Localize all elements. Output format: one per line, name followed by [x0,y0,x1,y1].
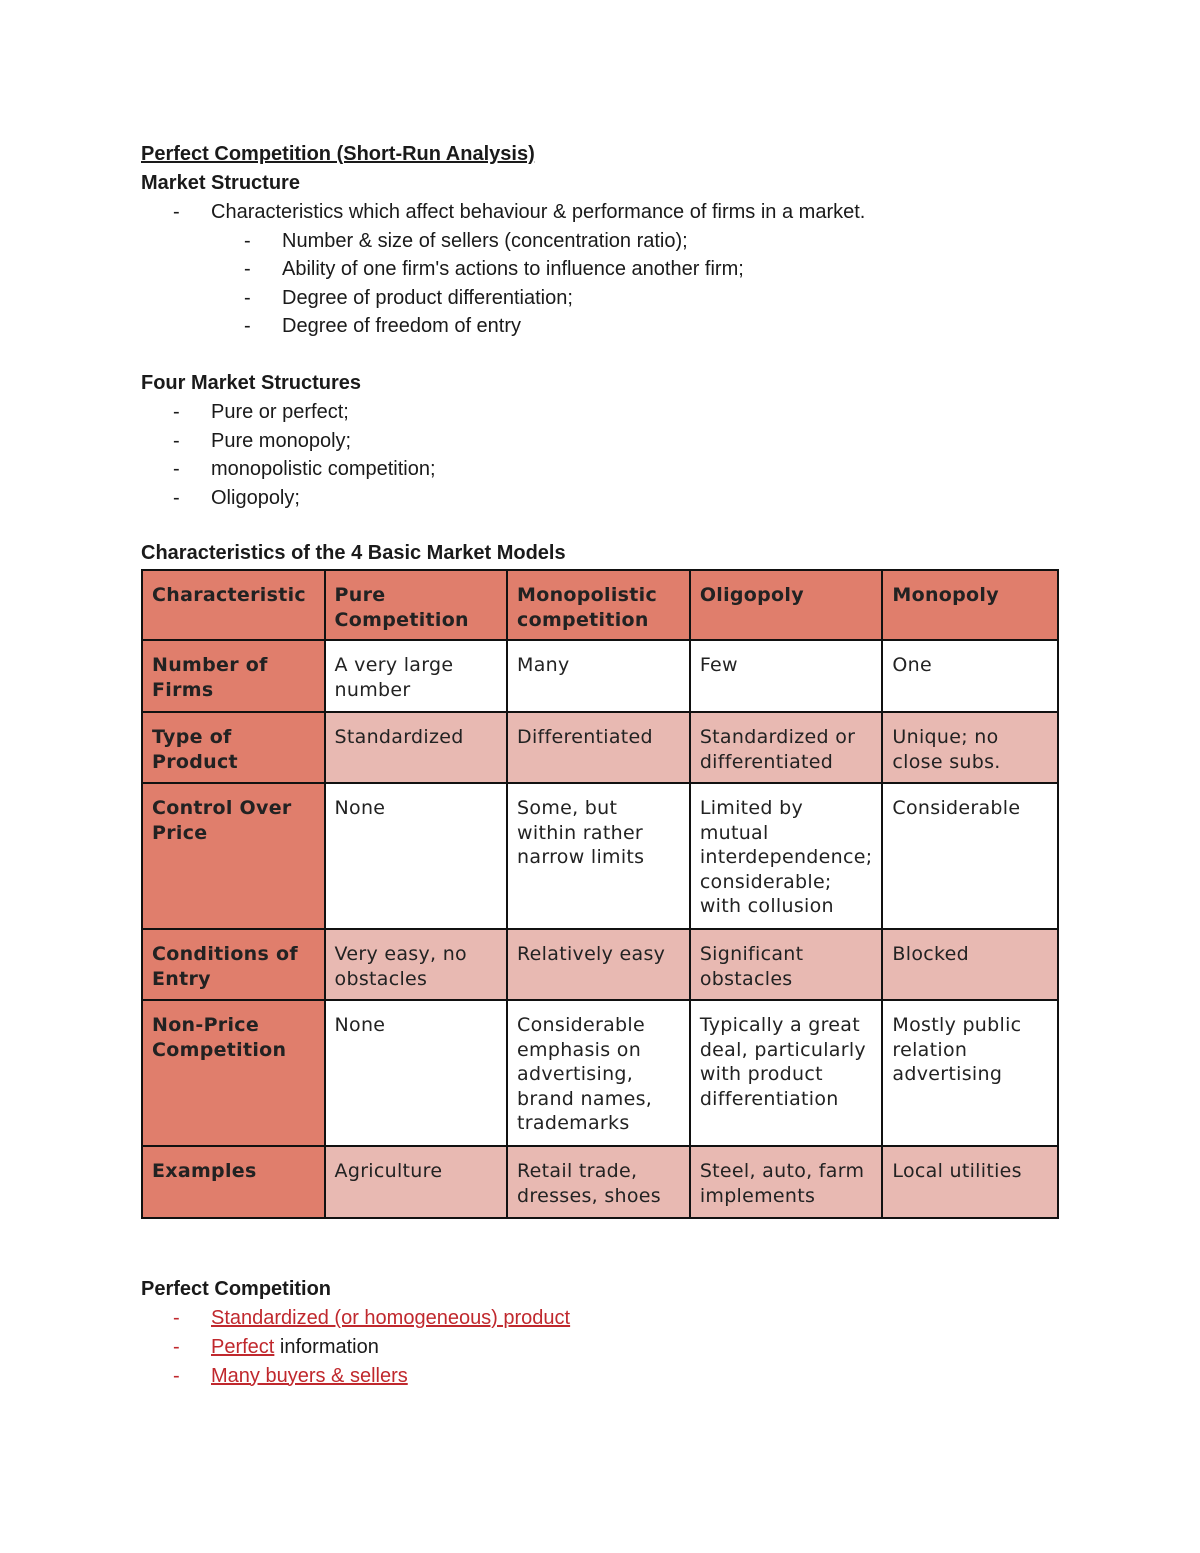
table-cell: Standardized [325,712,508,783]
table-cell: Standardized or differentiated [690,712,883,783]
table-cell: Many [507,640,690,712]
standardized-product-link[interactable]: Standardized (or homogeneous) product [211,1307,571,1330]
column-header: Monopolistic competition [507,570,690,640]
column-header: Pure Competition [325,570,508,640]
table-cell: Steel, auto, farm implements [690,1146,883,1218]
table-cell: None [325,1000,508,1146]
row-header: Examples [142,1146,325,1218]
list-item: - Degree of product differentiation; [244,286,573,309]
column-header: Oligopoly [690,570,883,640]
perfect-link[interactable]: Perfect [211,1335,275,1358]
table-cell: Relatively easy [507,929,690,1000]
market-structure-sublist [141,227,1061,341]
list-item: - Characteristics which affect behaviour & performance of firms in a market. [173,201,866,223]
table-row [142,640,1058,712]
table-row [142,1000,1058,1146]
list-item: - Ability of one firm's actions to influence another firm; [244,258,744,281]
table-cell: Considerable [882,783,1058,929]
table-cell: Retail trade, dresses, shoes [507,1146,690,1218]
table-cell: Very easy, no obstacles [325,929,508,1000]
page-title: Perfect Competition (Short-Run Analysis) [141,143,535,165]
row-header: Number of Firms [142,640,325,712]
row-header: Non-Price Competition [142,1000,325,1146]
table-cell: Limited by mutual interdependence; considerable; with collusion [690,783,883,929]
row-header: Conditions of Entry [142,929,325,1000]
table-cell: Blocked [882,929,1058,1000]
document-body [141,140,1061,1390]
table-cell: Unique; no close subs. [882,712,1058,783]
table-cell: Differentiated [507,712,690,783]
four-structures-list [141,398,1061,512]
table-row [142,712,1058,783]
list-item: - Pure monopoly; [173,429,352,452]
list-item: - Pure or perfect; [173,400,349,423]
table-cell: Considerable emphasis on advertising, brand names, trademarks [507,1000,690,1146]
table-cell: Some, but within rather narrow limits [507,783,690,929]
list-item: - Number & size of sellers (concentration ratio); [244,229,688,252]
table-cell: Typically a great deal, particularly with product differentiation [690,1000,883,1146]
perfect-competition-heading: Perfect Competition [141,1278,332,1301]
four-structures-heading: Four Market Structures [141,371,362,394]
market-structure-heading: Market Structure [141,172,300,194]
list-item: - Degree of freedom of entry [244,315,522,338]
table-cell: A very large number [325,640,508,712]
table-row [142,783,1058,929]
table-row [142,1146,1058,1218]
row-header: Control Over Price [142,783,325,929]
table-cell: One [882,640,1058,712]
perfect-competition-list [141,1304,1061,1390]
table-cell: Mostly public relation advertising [882,1000,1058,1146]
column-header: Characteristic [142,570,325,640]
table-caption: Characteristics of the 4 Basic Market Models [141,542,566,565]
many-buyers-sellers-link[interactable]: Many buyers & sellers [211,1364,408,1387]
market-models-table [141,569,1059,1219]
table-cell: Agriculture [325,1146,508,1218]
table-cell: Few [690,640,883,712]
list-item: - Oligopoly; [173,486,300,509]
table-header-row [142,570,1058,640]
market-structure-list [141,198,1061,227]
list-item: - monopolistic competition; [173,458,436,481]
column-header: Monopoly [882,570,1058,640]
list-item: - Standardized (or homogeneous) product [173,1307,571,1330]
row-header: Type of Product [142,712,325,783]
table-row [142,929,1058,1000]
table-cell: Local utilities [882,1146,1058,1218]
table-cell: None [325,783,508,929]
list-item: - Perfect information [173,1335,379,1358]
list-item: - Many buyers & sellers [173,1364,408,1387]
table-cell: Significant obstacles [690,929,883,1000]
